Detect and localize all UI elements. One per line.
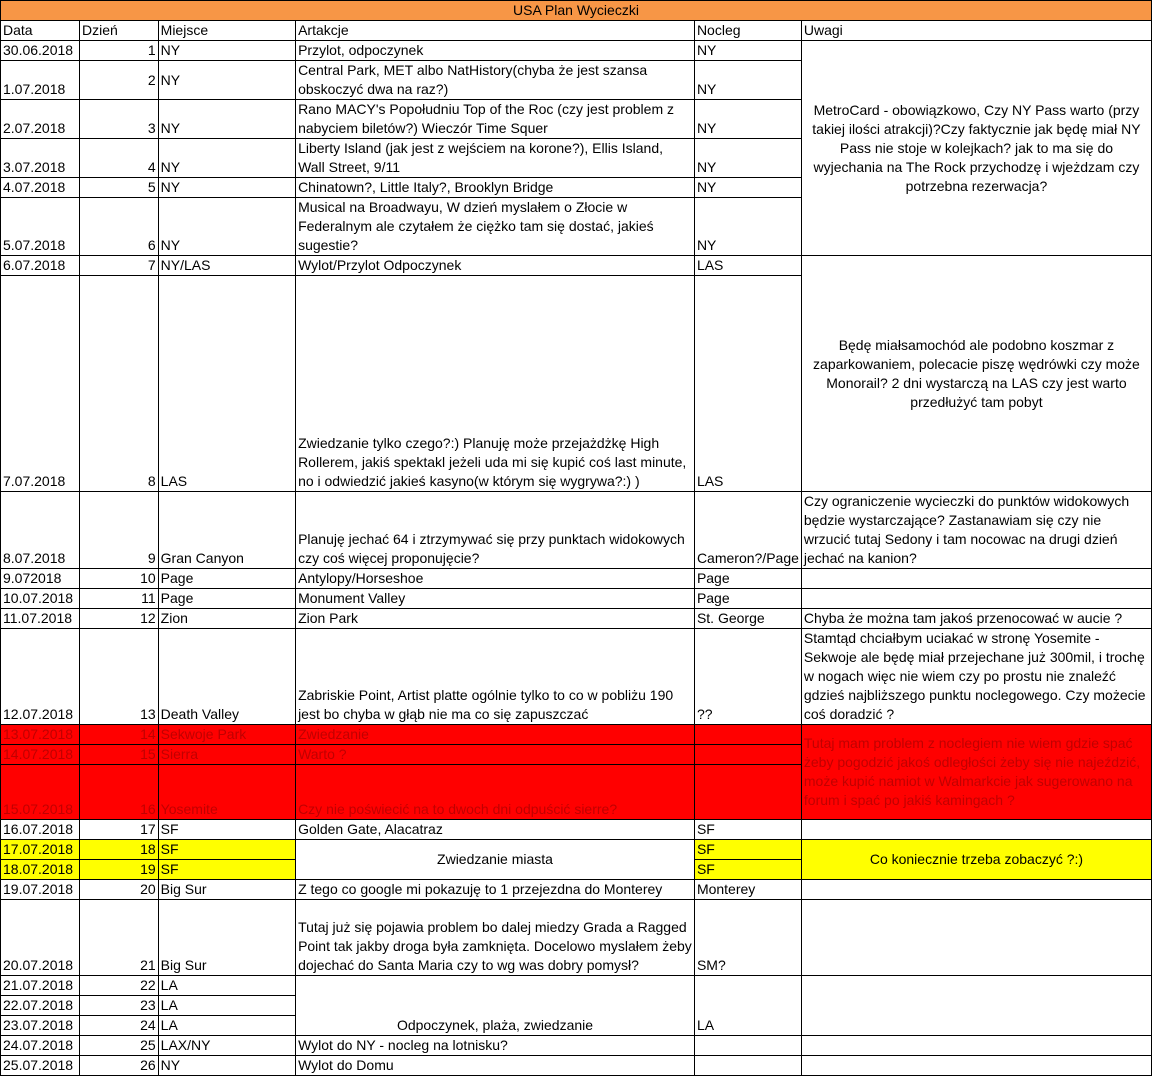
header-date[interactable]: Data <box>1 21 80 41</box>
place-cell[interactable]: LAX/NY <box>158 1036 295 1056</box>
note-canyon[interactable]: Czy ograniczenie wycieczki do punktów widokowych będzie wystarczające? Zastanawiam się czy nie wrzucić tutaj Sedony i tam nocowac na drugi dzień jechać na kanion? <box>801 492 1151 569</box>
note-ny[interactable]: MetroCard - obowiązkowo, Czy NY Pass warto (przy takiej ilości atrakcji)?Czy faktycznie jak będę miał NY Pass nie stoje w kolejkach? jak to ma się do wyjechania na The Rock przychodzę i wjeżdzam czy potrzebna rezerwacja? <box>801 41 1151 256</box>
night-cell[interactable]: NY <box>694 61 801 100</box>
attraction-cell[interactable]: Musical na Broadwayu, W dzień myslałem o Złocie w Federalnym ale czytałem że ciężko tam się dostać, jakieś sugestie? <box>296 198 695 256</box>
night-cell[interactable]: Monterey <box>694 880 801 900</box>
night-cell[interactable] <box>694 725 801 745</box>
place-cell[interactable]: LA <box>158 1016 295 1036</box>
note-death-valley[interactable]: Stamtąd chciałbym uciakać w stronę Yosemite - Sekwoje ale będę miał przejechane już 300mil, i trochę w nogach więc nie wiem czy po prostu nie znaleźć gdzieś najbliższego punktu noclegowego. Czy możecie coś doradzić ? <box>801 629 1151 725</box>
date-cell[interactable]: 24.07.2018 <box>1 1036 80 1056</box>
table-row <box>1 589 1152 609</box>
day-cell[interactable]: 4 <box>79 139 158 178</box>
date-cell[interactable]: 1.07.2018 <box>1 61 80 100</box>
table-row <box>1 41 1152 61</box>
attraction-cell[interactable]: Warto ? <box>296 745 695 765</box>
place-cell[interactable]: NY <box>158 61 295 100</box>
attraction-cell[interactable]: Zabriskie Point, Artist platte ogólnie tylko to co w pobliżu 190 jest bo chyba w głąb nie ma co się zapuszczać <box>296 629 695 725</box>
table-row <box>1 820 1152 840</box>
place-cell[interactable]: Zion <box>158 609 295 629</box>
place-cell[interactable]: Yosemite <box>158 765 295 820</box>
day-cell[interactable]: 21 <box>79 900 158 976</box>
night-cell[interactable]: LAS <box>694 256 801 276</box>
attraction-cell[interactable]: Odpoczynek, plaża, zwiedzanie <box>296 976 695 1036</box>
night-cell[interactable]: NY <box>694 178 801 198</box>
place-cell[interactable]: Death Valley <box>158 629 295 725</box>
attraction-cell[interactable]: Zwiedzanie <box>296 725 695 745</box>
header-night[interactable]: Nocleg <box>694 21 801 41</box>
day-cell[interactable]: 1 <box>79 41 158 61</box>
place-cell[interactable]: Page <box>158 589 295 609</box>
attraction-cell[interactable]: Rano MACY's Popołudniu Top of the Roc (czy jest problem z nabyciem biletów?) Wieczór Time Squer <box>296 100 695 139</box>
place-cell[interactable]: NY <box>158 41 295 61</box>
date-cell[interactable]: 4.07.2018 <box>1 178 80 198</box>
note-las[interactable]: Będę miałsamochód ale podobno koszmar z zaparkowaniem, polecacie piszę wędrówki czy może Monorail? 2 dni wystarczą na LAS czy jest warto przedłużyć tam pobyt <box>801 256 1151 492</box>
place-cell[interactable]: SF <box>158 820 295 840</box>
night-cell[interactable] <box>694 1056 801 1076</box>
day-cell[interactable]: 8 <box>79 276 158 492</box>
day-cell[interactable]: 24 <box>79 1016 158 1036</box>
note-cell[interactable] <box>801 880 1151 900</box>
date-cell[interactable]: 22.07.2018 <box>1 996 80 1016</box>
date-cell[interactable]: 5.07.2018 <box>1 198 80 256</box>
day-cell[interactable]: 15 <box>79 745 158 765</box>
place-cell[interactable]: Gran Canyon <box>158 492 295 569</box>
date-cell[interactable]: 19.07.2018 <box>1 880 80 900</box>
table-row <box>1 725 1152 745</box>
date-cell[interactable]: 11.07.2018 <box>1 609 80 629</box>
header-attraction[interactable]: Artakcje <box>296 21 695 41</box>
night-cell[interactable]: SM? <box>694 900 801 976</box>
day-cell[interactable]: 22 <box>79 976 158 996</box>
place-cell[interactable]: SF <box>158 840 295 860</box>
day-cell[interactable]: 26 <box>79 1056 158 1076</box>
place-cell[interactable]: Big Sur <box>158 880 295 900</box>
table-row <box>1 256 1152 276</box>
table-row <box>1 900 1152 976</box>
place-cell[interactable]: NY <box>158 178 295 198</box>
day-cell[interactable]: 7 <box>79 256 158 276</box>
note-cell[interactable] <box>801 1036 1151 1056</box>
table-row <box>1 1036 1152 1056</box>
note-yosemite[interactable]: Tutaj mam problem z noclegiem nie wiem gdzie spać żeby pogodzić jakoś odległości żeby się nie najeździć, może kupić namiot w Walmarkcie jak sugerowano na forum i spać po jakiś kamingach ? <box>801 725 1151 820</box>
day-cell[interactable]: 3 <box>79 100 158 139</box>
day-cell[interactable]: 6 <box>79 198 158 256</box>
date-cell[interactable]: 25.07.2018 <box>1 1056 80 1076</box>
place-cell[interactable]: Page <box>158 569 295 589</box>
place-cell[interactable]: LA <box>158 976 295 996</box>
attraction-cell[interactable]: Czy nie poświecić na to dwoch dni odpuścić sierre? <box>296 765 695 820</box>
night-cell[interactable] <box>694 765 801 820</box>
table-row <box>1 492 1152 569</box>
day-cell[interactable]: 18 <box>79 840 158 860</box>
attraction-cell[interactable]: Zwiedzanie miasta <box>296 840 695 880</box>
date-cell[interactable]: 8.07.2018 <box>1 492 80 569</box>
place-cell[interactable]: NY <box>158 139 295 178</box>
table-row <box>1 1056 1152 1076</box>
place-cell[interactable]: NY <box>158 198 295 256</box>
date-cell[interactable]: 16.07.2018 <box>1 820 80 840</box>
attraction-cell[interactable]: Zwiedzanie tylko czego?:) Planuję może przejażdżkę High Rollerem, jakiś spektakl jeżeli uda mi się kupić coś last minute, no i odwiedzić jakieś kasyno(w którym się wygrywa?:) ) <box>296 276 695 492</box>
table-row <box>1 880 1152 900</box>
place-cell[interactable]: SF <box>158 860 295 880</box>
place-cell[interactable]: Big Sur <box>158 900 295 976</box>
attraction-cell[interactable]: Zion Park <box>296 609 695 629</box>
header-notes[interactable]: Uwagi <box>801 21 1151 41</box>
night-cell[interactable]: SF <box>694 820 801 840</box>
note-cell[interactable] <box>801 900 1151 976</box>
attraction-cell[interactable]: Golden Gate, Alacatraz <box>296 820 695 840</box>
day-cell[interactable]: 16 <box>79 765 158 820</box>
date-cell[interactable]: 6.07.2018 <box>1 256 80 276</box>
attraction-cell[interactable]: Tutaj już się pojawia problem bo dalej miedzy Grada a Ragged Point tak jakby droga była zamknięta. Docelowo myslałem żeby dojechać do Santa Maria czy to wg was dobry pomysł? <box>296 900 695 976</box>
note-cell[interactable] <box>801 1056 1151 1076</box>
night-cell[interactable]: NY <box>694 41 801 61</box>
day-cell[interactable]: 10 <box>79 569 158 589</box>
attraction-cell[interactable]: Wylot/Przylot Odpoczynek <box>296 256 695 276</box>
night-cell[interactable]: SF <box>694 860 801 880</box>
day-cell[interactable]: 2 <box>79 61 158 100</box>
night-cell[interactable]: NY <box>694 198 801 256</box>
date-cell[interactable]: 15.07.2018 <box>1 765 80 820</box>
place-cell[interactable]: NY/LAS <box>158 256 295 276</box>
attraction-cell[interactable]: Central Park, MET albo NatHistory(chyba że jest szansa obskoczyć dwa na raz?) <box>296 61 695 100</box>
night-cell[interactable]: NY <box>694 100 801 139</box>
day-cell[interactable]: 14 <box>79 725 158 745</box>
attraction-cell[interactable]: Liberty Island (jak jest z wejściem na korone?), Ellis Island, Wall Street, 9/11 <box>296 139 695 178</box>
day-cell[interactable]: 5 <box>79 178 158 198</box>
attraction-cell[interactable]: Antylopy/Horseshoe <box>296 569 695 589</box>
date-cell[interactable]: 2.07.2018 <box>1 100 80 139</box>
table-row <box>1 569 1152 589</box>
day-cell[interactable]: 11 <box>79 589 158 609</box>
attraction-cell[interactable]: Przylot, odpoczynek <box>296 41 695 61</box>
table-row <box>1 976 1152 996</box>
date-cell[interactable]: 10.07.2018 <box>1 589 80 609</box>
date-cell[interactable]: 21.07.2018 <box>1 976 80 996</box>
night-cell[interactable]: Page <box>694 569 801 589</box>
date-cell[interactable]: 23.07.2018 <box>1 1016 80 1036</box>
table-row <box>1 629 1152 725</box>
place-cell[interactable]: Sekwoje Park <box>158 725 295 745</box>
night-cell[interactable]: ?? <box>694 629 801 725</box>
day-cell[interactable]: 19 <box>79 860 158 880</box>
night-cell[interactable] <box>694 1036 801 1056</box>
day-cell[interactable]: 12 <box>79 609 158 629</box>
table-row <box>1 840 1152 860</box>
header-place[interactable]: Miejsce <box>158 21 295 41</box>
day-cell[interactable]: 25 <box>79 1036 158 1056</box>
header-row <box>1 21 1152 41</box>
attraction-cell[interactable]: Wylot do NY - nocleg na lotnisku? <box>296 1036 695 1056</box>
night-cell[interactable]: LA <box>694 976 801 1036</box>
attraction-cell[interactable]: Planuję jechać 64 i ztrzymywać się przy punktach widokowych czy coś więcej proponujęcie? <box>296 492 695 569</box>
date-cell[interactable]: 17.07.2018 <box>1 840 80 860</box>
day-cell[interactable]: 17 <box>79 820 158 840</box>
note-zion[interactable]: Chyba że można tam jakoś przenocować w aucie ? <box>801 609 1151 629</box>
night-cell[interactable]: SF <box>694 840 801 860</box>
day-cell[interactable]: 9 <box>79 492 158 569</box>
attraction-cell[interactable]: Monument Valley <box>296 589 695 609</box>
attraction-cell[interactable]: Wylot do Domu <box>296 1056 695 1076</box>
date-cell[interactable]: 7.07.2018 <box>1 276 80 492</box>
date-cell[interactable]: 18.07.2018 <box>1 860 80 880</box>
table-row <box>1 609 1152 629</box>
attraction-cell[interactable]: Chinatown?, Little Italy?, Brooklyn Bridge <box>296 178 695 198</box>
sheet-title[interactable]: USA Plan Wycieczki <box>1 1 1152 21</box>
place-cell[interactable]: LA <box>158 996 295 1016</box>
day-cell[interactable]: 23 <box>79 996 158 1016</box>
place-cell[interactable]: NY <box>158 100 295 139</box>
note-cell[interactable] <box>801 569 1151 589</box>
place-cell[interactable]: Sierra <box>158 745 295 765</box>
night-cell[interactable]: LAS <box>694 276 801 492</box>
date-cell[interactable]: 20.07.2018 <box>1 900 80 976</box>
attraction-cell[interactable]: Z tego co google mi pokazuję to 1 przejezdna do Monterey <box>296 880 695 900</box>
place-cell[interactable]: NY <box>158 1056 295 1076</box>
night-cell[interactable]: NY <box>694 139 801 178</box>
night-cell[interactable] <box>694 745 801 765</box>
note-cell[interactable] <box>801 820 1151 840</box>
night-cell[interactable]: Page <box>694 589 801 609</box>
note-cell[interactable] <box>801 589 1151 609</box>
date-cell[interactable]: 12.07.2018 <box>1 629 80 725</box>
date-cell[interactable]: 13.07.2018 <box>1 725 80 745</box>
night-cell[interactable]: Cameron?/Page <box>694 492 801 569</box>
day-cell[interactable]: 13 <box>79 629 158 725</box>
place-cell[interactable]: LAS <box>158 276 295 492</box>
date-cell[interactable]: 9.072018 <box>1 569 80 589</box>
date-cell[interactable]: 3.07.2018 <box>1 139 80 178</box>
note-cell[interactable] <box>801 976 1151 1036</box>
header-day[interactable]: Dzień <box>79 21 158 41</box>
date-cell[interactable]: 14.07.2018 <box>1 745 80 765</box>
day-cell[interactable]: 20 <box>79 880 158 900</box>
note-sf[interactable]: Co koniecznie trzeba zobaczyć ?:) <box>801 840 1151 880</box>
date-cell[interactable]: 30.06.2018 <box>1 41 80 61</box>
night-cell[interactable]: St. George <box>694 609 801 629</box>
